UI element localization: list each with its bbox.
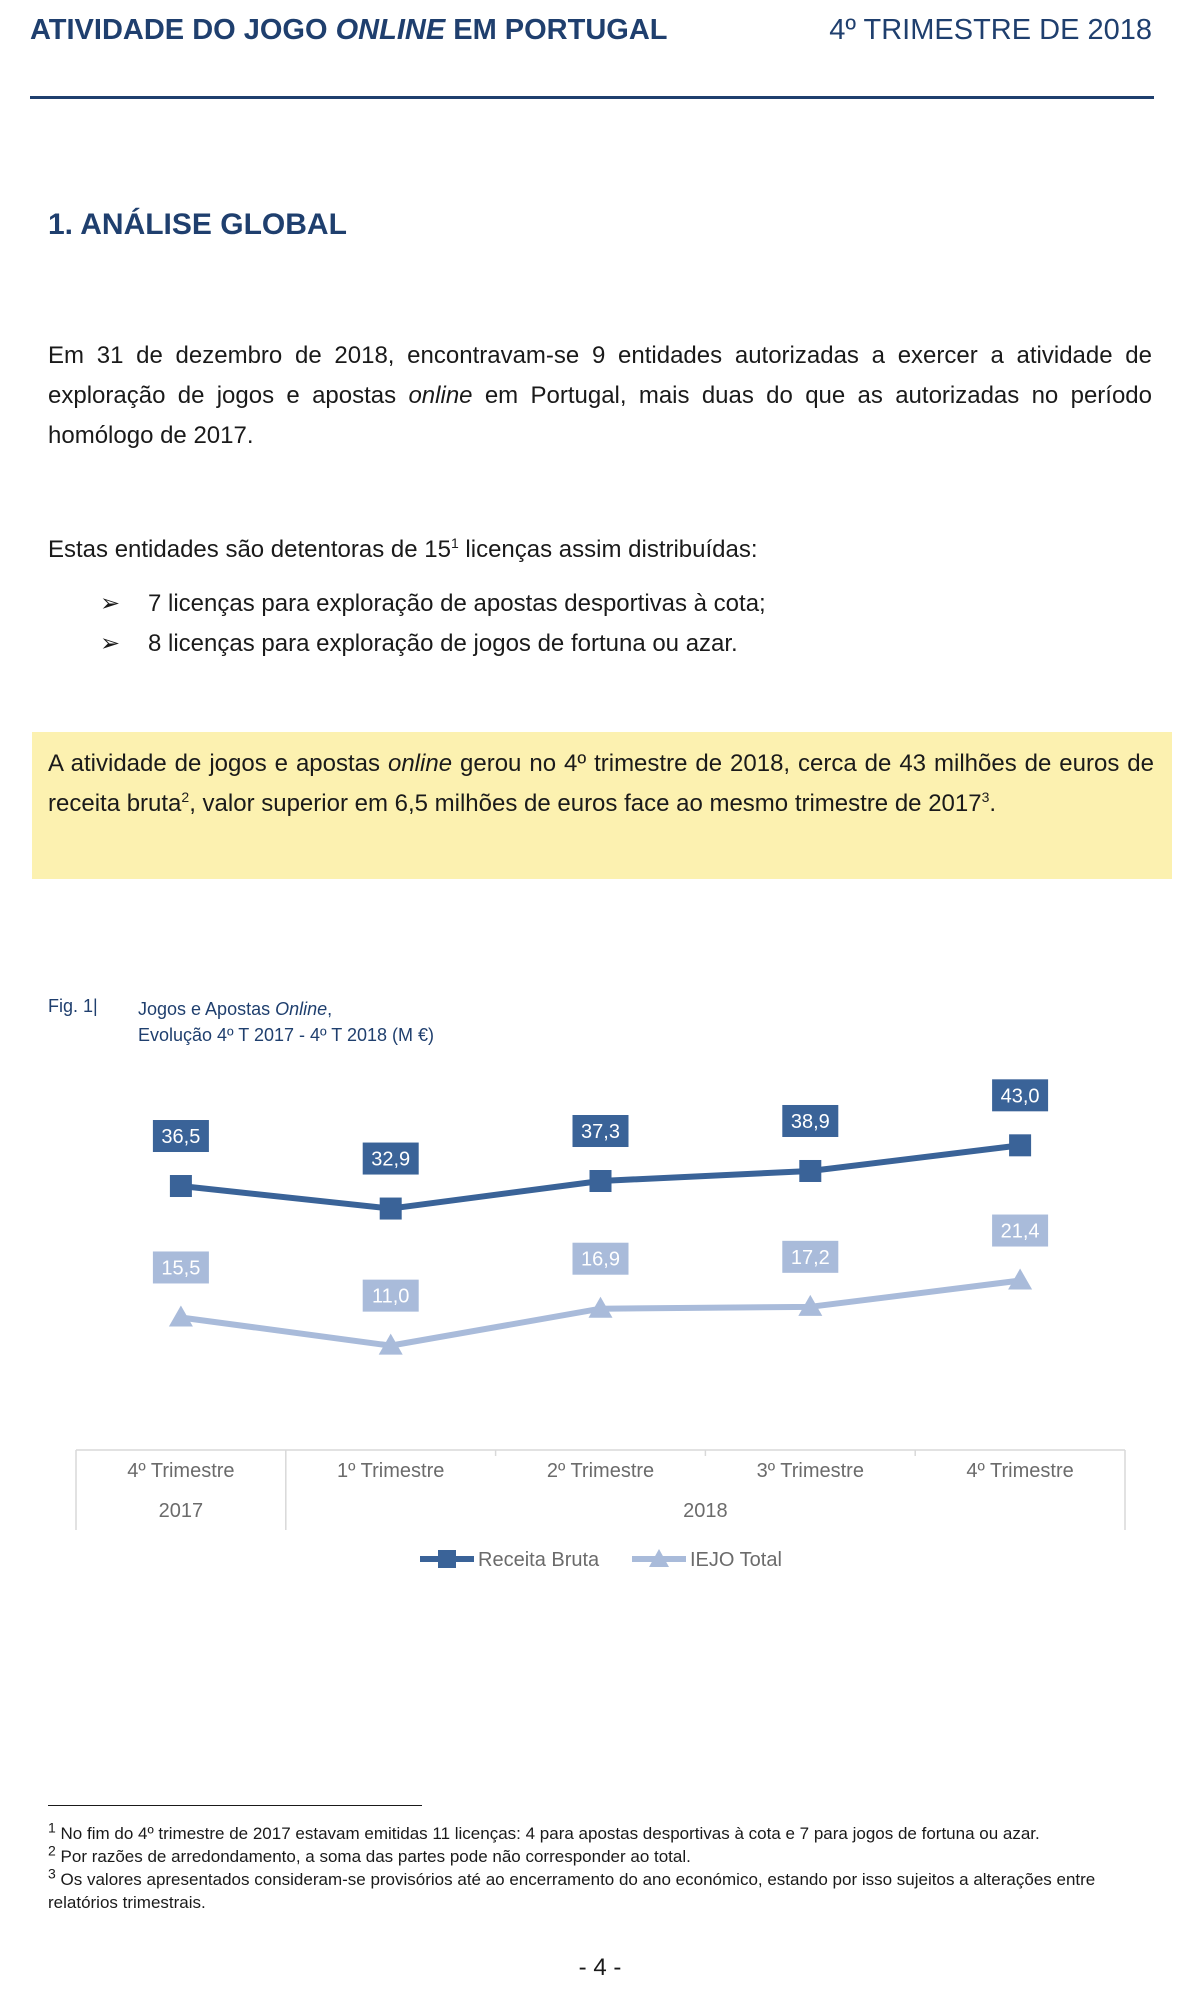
data-label: 17,2 [790,1246,830,1269]
paragraph1-text-a: Em 31 de dezembro de 2018, encontravam-se 9 entidades autorizadas a exercer a atividade de exploração de jogos e apostas [48,342,1152,409]
data-label: 32,9 [371,1148,411,1171]
arrow-bullet-icon: ➢ [100,630,121,657]
figure-title-line2: Evolução 4º T 2017 - 4º T 2018 (M €) [138,1025,434,1045]
paragraph-entities [48,336,1152,456]
list-item [100,624,766,664]
highlight-italic: online [387,750,453,777]
x-tick-label: 4º Trimestre [127,1460,235,1482]
footnote-number: 3 [48,1865,56,1882]
x-tick-label: 1º Trimestre [337,1460,445,1482]
figure-title-comma: , [327,999,333,1019]
highlight-text-c: , valor superior em 6,5 milhões de euros face ao mesmo trimestre de 2017 [189,790,982,817]
paragraph2-text-a: Estas entidades são detentoras de 15 [48,536,451,563]
header-title-part2: EM PORTUGAL [445,14,668,46]
footnotes [48,1819,1158,1914]
x-group-label: 2018 [683,1500,728,1522]
document-header-period: 4º TRIMESTRE DE 2018 [829,14,1152,46]
legend-label: IEJO Total [690,1549,782,1571]
data-label: 16,9 [581,1248,620,1271]
paragraph2-text-b: licenças assim distribuídas: [458,536,758,563]
figure-title-italic: Online [275,999,328,1019]
footnote-2 [48,1842,1158,1868]
data-label: 21,4 [1000,1220,1040,1243]
highlight-box [32,732,1172,879]
list-item [100,584,766,624]
arrow-bullet-icon: ➢ [100,590,121,617]
license-list [100,584,766,664]
footnote-ref-1: 1 [450,535,459,551]
footnote-divider [48,1805,422,1806]
list-item-text: 7 licenças para exploração de apostas desportivas à cota; [148,590,766,617]
figure-title-text: Jogos e Apostas [138,999,276,1019]
footnote-text: Os valores apresentados consideram-se provisórios até ao encerramento do ano económico, estando por isso sujeitos a alterações entre relatórios trimestrais. [48,1870,1096,1912]
paragraph-licenses [48,530,1152,570]
figure-title [138,996,434,1048]
data-point-marker [799,1160,821,1182]
footnote-3 [48,1865,1158,1914]
header-title-italic: ONLINE [335,14,446,46]
paragraph1-italic: online [408,382,473,409]
footnote-number: 1 [48,1819,56,1836]
data-label: 37,3 [581,1121,620,1144]
data-label: 11,0 [371,1285,410,1308]
x-tick-label: 4º Trimestre [966,1460,1074,1482]
highlight-text [48,744,1154,824]
document-header-title [30,14,668,47]
legend-label: Receita Bruta [478,1549,600,1571]
footnote-text: Por razões de arredondamento, a soma das partes pode não corresponder ao total. [55,1847,691,1866]
page-number: - 4 - [578,1954,622,1981]
footnote-ref-3: 3 [981,789,990,805]
data-point-marker [590,1170,612,1192]
footnote-number: 2 [48,1842,56,1859]
paragraph1-text-b: em Portugal, mais duas do que as autorizadas no período homólogo de 2017. [48,382,1152,449]
figure-label: Fig. 1| [48,996,98,1016]
highlight-text-b: gerou no 4º trimestre de 2018, cerca de 43 milhões de euros de receita bruta [48,750,1154,817]
highlight-text-a: A atividade de jogos e apostas [48,750,388,777]
footnote-1 [48,1819,1158,1845]
highlight-text-d: . [989,790,997,817]
data-label: 36,5 [161,1126,201,1149]
header-divider [30,96,1154,99]
data-label: 43,0 [1000,1085,1040,1108]
list-item-text: 8 licenças para exploração de jogos de fortuna ou azar. [148,630,738,657]
footnote-ref-2: 2 [181,789,190,805]
data-label: 15,5 [161,1257,201,1280]
header-title-part1: ATIVIDADE DO JOGO [30,14,336,46]
line-chart [0,1060,1200,1600]
data-point-marker [170,1175,192,1197]
figure-title-line1 [138,996,434,1022]
legend-swatch-marker [438,1550,456,1568]
data-label: 38,9 [790,1110,830,1133]
footnote-text: No fim do 4º trimestre de 2017 estavam emitidas 11 licenças: 4 para apostas desportivas à cota e 7 para jogos de fortuna ou azar. [55,1824,1040,1843]
x-group-label: 2017 [158,1500,204,1522]
x-tick-label: 3º Trimestre [756,1460,864,1482]
data-point-marker [1009,1134,1031,1156]
section-title: 1. ANÁLISE GLOBAL [48,208,347,241]
data-point-marker [380,1198,402,1220]
x-tick-label: 2º Trimestre [546,1460,655,1482]
